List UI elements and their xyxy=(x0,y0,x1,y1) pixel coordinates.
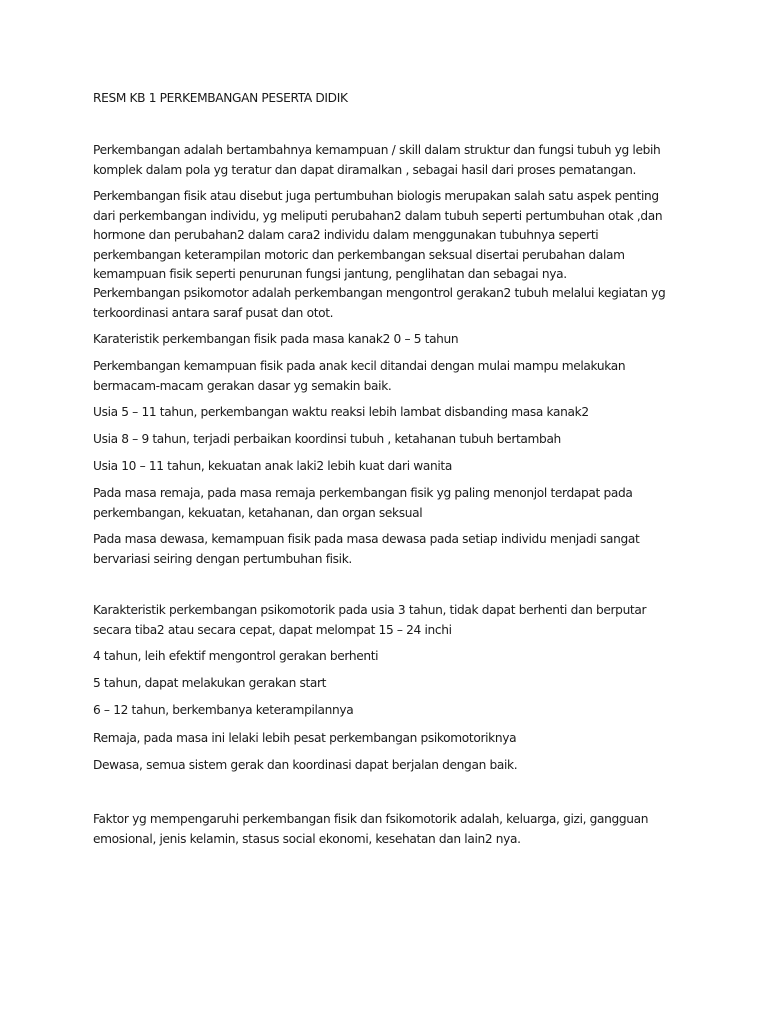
paragraph-age-10-11 xyxy=(93,457,683,477)
paragraph-line: Faktor yg mempengaruhi perkembangan fisik dan fsikomotorik adalah, keluarga, gizi, gangguan xyxy=(93,812,649,826)
paragraph-child-ability xyxy=(93,357,683,396)
paragraph-line: hormone dan perubahan2 dalam cara2 individu dalam menggunakan tubuhnya seperti xyxy=(93,228,599,243)
paragraph-adult-psychomotor xyxy=(93,756,683,776)
paragraph-age-4 xyxy=(93,647,683,667)
paragraph-physical-development xyxy=(93,187,683,285)
paragraph-line: Usia 5 – 11 tahun, perkembangan waktu reaksi lebih lambat disbanding masa kanak2 xyxy=(93,405,589,419)
paragraph-age-6-12 xyxy=(93,701,683,721)
paragraph-line: 4 tahun, leih efektif mengontrol gerakan berhenti xyxy=(93,649,379,663)
paragraph-line: perkembangan, kekuatan, ketahanan, dan organ seksual xyxy=(93,505,423,520)
paragraph-age-5-11 xyxy=(93,403,683,423)
paragraph-line: emosional, jenis kelamin, stasus social ekonomi, kesehatan dan lain2 nya. xyxy=(93,831,521,846)
paragraph-line: Usia 8 – 9 tahun, terjadi perbaikan koordinsi tubuh , ketahanan tubuh bertambah xyxy=(93,432,561,446)
paragraph-line: Perkembangan adalah bertambahnya kemampuan / skill dalam struktur dan fungsi tubuh yg lebih xyxy=(93,143,661,157)
paragraph-characteristics-heading xyxy=(93,330,683,350)
paragraph-psychomotor-characteristics xyxy=(93,601,683,640)
paragraph-factors xyxy=(93,810,683,849)
paragraph-line: bermacam-macam gerakan dasar yg semakin baik. xyxy=(93,378,392,393)
paragraph-line: 6 – 12 tahun, berkembanya keterampilannya xyxy=(93,703,354,717)
paragraph-psychomotor xyxy=(93,284,683,323)
paragraph-line: Karateristik perkembangan fisik pada masa kanak2 0 – 5 tahun xyxy=(93,332,459,346)
paragraph-line: Remaja, pada masa ini lelaki lebih pesat perkembangan psikomotoriknya xyxy=(93,731,517,745)
paragraph-line: Dewasa, semua sistem gerak dan koordinasi dapat berjalan dengan baik. xyxy=(93,758,518,772)
paragraph-adolescence xyxy=(93,484,683,523)
paragraph-line: Perkembangan kemampuan fisik pada anak kecil ditandai dengan mulai mampu melakukan xyxy=(93,359,626,373)
paragraph-line: perkembangan keterampilan motoric dan perkembangan seksual disertai perubahan dalam xyxy=(93,247,625,262)
paragraph-adulthood xyxy=(93,530,683,569)
paragraph-line: Pada masa remaja, pada masa remaja perkembangan fisik yg paling menonjol terdapat pada xyxy=(93,486,633,500)
paragraph-line: secara tiba2 atau secara cepat, dapat melompat 15 – 24 inchi xyxy=(93,622,452,637)
paragraph-line: Karakteristik perkembangan psikomotorik pada usia 3 tahun, tidak dapat berhenti dan berputar xyxy=(93,603,647,617)
paragraph-line: terkoordinasi antara saraf pusat dan otot. xyxy=(93,305,334,320)
paragraph-line: dari perkembangan individu, yg meliputi perubahan2 dalam tubuh seperti pertumbuhan otak ,dan xyxy=(93,208,663,223)
paragraph-line: 5 tahun, dapat melakukan gerakan start xyxy=(93,676,327,690)
paragraph-line: komplek dalam pola yg teratur dan dapat diramalkan , sebagai hasil dari proses pematangan. xyxy=(93,162,637,177)
paragraph-line: Pada masa dewasa, kemampuan fisik pada masa dewasa pada setiap individu menjadi sangat xyxy=(93,532,640,546)
paragraph-line: Usia 10 – 11 tahun, kekuatan anak laki2 lebih kuat dari wanita xyxy=(93,459,452,473)
paragraph-line: Perkembangan fisik atau disebut juga pertumbuhan biologis merupakan salah satu aspek penting xyxy=(93,189,659,203)
paragraph-line: Perkembangan psikomotor adalah perkembangan mengontrol gerakan2 tubuh melalui kegiatan yg xyxy=(93,286,666,300)
paragraph-adolescent-psychomotor xyxy=(93,729,683,749)
paragraph-line: kemampuan fisik seperti penurunan fungsi jantung, penglihatan dan sebagai nya. xyxy=(93,267,567,282)
document-title: RESM KB 1 PERKEMBANGAN PESERTA DIDIK xyxy=(93,91,348,105)
paragraph-line: bervariasi seiring dengan pertumbuhan fisik. xyxy=(93,551,352,566)
paragraph-age-8-9 xyxy=(93,430,683,450)
paragraph-definition xyxy=(93,141,683,180)
paragraph-age-5 xyxy=(93,674,683,694)
